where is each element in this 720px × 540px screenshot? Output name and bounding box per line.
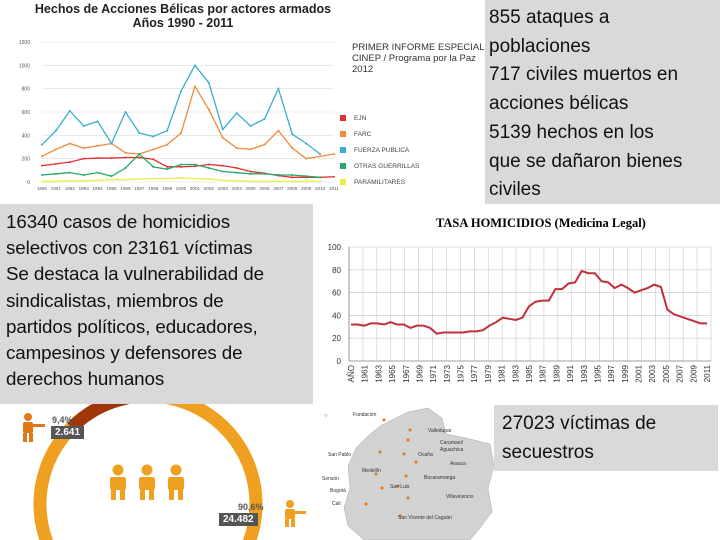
series-point — [291, 180, 293, 182]
series-point — [250, 180, 252, 182]
series-point — [152, 136, 154, 138]
x-tick-label: 1977 — [470, 365, 480, 383]
series-point — [97, 157, 99, 159]
chart2-plot — [323, 206, 720, 404]
series-point — [124, 167, 126, 169]
acciones-belicas-chart — [0, 0, 485, 205]
homicidios-text-box — [0, 204, 313, 404]
series-point — [236, 112, 238, 114]
series-point — [180, 90, 182, 92]
x-tick-label: 1996 — [120, 186, 131, 191]
series-point — [263, 173, 265, 175]
series-point — [291, 133, 293, 135]
series-point — [83, 125, 85, 127]
series-point — [263, 144, 265, 146]
city-label: Arauca — [450, 461, 466, 467]
y-tick-label: 0 — [336, 357, 341, 366]
x-tick-label: 1991 — [50, 186, 62, 191]
text-line: selectivos con 23161 víctimas — [6, 237, 253, 259]
series-point — [319, 153, 321, 155]
city-label: Fundación — [353, 412, 377, 418]
legend-swatch — [340, 179, 346, 185]
series-point — [166, 178, 168, 180]
ataques-text-box — [485, 0, 720, 204]
series-point — [236, 180, 238, 182]
series-point — [55, 173, 57, 175]
series-point — [97, 179, 99, 181]
series-point — [55, 148, 57, 150]
x-tick-label: 2003 — [217, 186, 228, 191]
legend-swatch — [340, 115, 346, 121]
x-tick-label: 1999 — [162, 186, 173, 191]
chart1-title-line2: Años 1990 - 2011 — [132, 16, 234, 30]
chart1-legend — [340, 110, 485, 190]
x-tick-label: 1971 — [429, 365, 439, 383]
donut-slice-small — [72, 404, 127, 428]
city-label: Cali — [332, 501, 341, 507]
x-tick-label: 1990 — [36, 186, 48, 191]
chart1-source — [352, 42, 492, 75]
y-tick-label: 60 — [332, 288, 341, 298]
series-point — [41, 174, 43, 176]
small-count: 2.641 — [51, 426, 84, 439]
text-line: que se dañaron bienes — [489, 150, 683, 172]
x-tick-label: 2008 — [287, 186, 298, 191]
series-point — [305, 158, 307, 160]
series-line — [42, 86, 334, 158]
secuestros-text-box — [494, 405, 718, 471]
y-tick-label: 100 — [327, 243, 341, 252]
series-point — [250, 148, 252, 150]
y-tick-label: 1200 — [18, 40, 30, 46]
x-tick-label: 2011 — [703, 365, 712, 383]
x-tick-label: 1997 — [607, 365, 617, 383]
large-count: 24.482 — [219, 513, 258, 526]
series-point — [333, 153, 335, 155]
x-tick-label: 1985 — [525, 365, 534, 383]
x-tick-label: 1981 — [497, 365, 507, 383]
series-point — [319, 176, 321, 178]
y-tick-label: 20 — [332, 334, 341, 344]
x-tick-label: 1993 — [579, 365, 589, 383]
series-point — [138, 178, 140, 180]
armed-person-icon-2 — [285, 500, 306, 527]
series-point — [208, 82, 210, 84]
x-tick-label: 1995 — [593, 365, 603, 383]
city-label: Carumani/ Aguachica — [440, 440, 464, 453]
x-tick-label: 1965 — [388, 365, 398, 383]
series-point — [236, 172, 238, 174]
series-point — [236, 167, 238, 169]
series-point — [124, 157, 126, 159]
series-point — [124, 152, 126, 154]
series-point — [111, 179, 113, 181]
tasa-homicidios-chart — [323, 206, 720, 404]
series-point — [180, 132, 182, 134]
legend-item — [340, 110, 485, 126]
y-tick-label: 600 — [21, 110, 30, 116]
series-point — [333, 176, 335, 178]
text-line: secuestros — [502, 441, 594, 463]
series-point — [180, 166, 182, 168]
series-point — [83, 158, 85, 160]
series-point — [69, 143, 71, 145]
x-tick-label: 1961 — [360, 365, 370, 383]
series-point — [250, 173, 252, 175]
series-point — [97, 120, 99, 122]
series-point — [111, 175, 113, 177]
city-label: San Luis — [390, 484, 410, 490]
series-point — [180, 177, 182, 179]
series-point — [152, 158, 154, 160]
text-line: acciones bélicas — [489, 93, 629, 115]
text-line: 855 ataques a — [489, 7, 610, 28]
x-tick-label: 2010 — [314, 186, 326, 191]
chart1-title-line1: Hechos de Acciones Bélicas por actores armados — [34, 2, 332, 16]
city-label: Bucaramanga — [424, 475, 456, 481]
series-point — [111, 157, 113, 159]
series-point — [69, 180, 71, 182]
legend-swatch — [340, 131, 346, 137]
series-point — [55, 163, 57, 165]
armed-person-icon — [23, 413, 45, 442]
series-point — [208, 178, 210, 180]
x-tick-label: 1973 — [442, 365, 452, 383]
series-line — [42, 65, 320, 154]
legend-item — [340, 142, 485, 158]
series-point — [152, 148, 154, 150]
legend-label: FUERZA PUBLICA — [354, 146, 410, 154]
series-point — [305, 175, 307, 177]
series-point — [166, 168, 168, 170]
series-point — [41, 155, 43, 157]
x-tick-label: 1979 — [483, 365, 493, 383]
x-tick-label: 2004 — [231, 186, 242, 191]
city-label: Villavicencio — [446, 494, 474, 500]
small-percentage: 9,4% — [52, 415, 73, 425]
x-tick-label: 2009 — [301, 186, 312, 191]
series-point — [291, 174, 293, 176]
x-tick-label: 2001 — [189, 186, 201, 191]
x-tick-label: 2007 — [675, 365, 685, 383]
series-point — [69, 110, 71, 112]
legend-item — [340, 126, 485, 142]
series-point — [277, 130, 279, 132]
series-point — [41, 144, 43, 146]
x-tick-label: AÑO — [347, 365, 356, 383]
x-tick-label: 2001 — [634, 365, 644, 383]
x-tick-label: 2000 — [175, 186, 187, 191]
series-point — [250, 171, 252, 173]
series-point — [263, 180, 265, 182]
city-label: Medellín — [362, 468, 381, 474]
y-tick-label: 200 — [21, 156, 30, 163]
x-tick-label: 1995 — [106, 186, 117, 191]
chart1-source-line2: CINEP / Programa por la Paz — [352, 53, 476, 64]
series-point — [41, 165, 43, 167]
series-point — [208, 164, 210, 166]
legend-label: EJN — [354, 114, 367, 122]
series-point — [222, 165, 224, 167]
series-point — [291, 176, 293, 178]
series-point — [138, 153, 140, 155]
series-point — [138, 157, 140, 159]
legend-item — [340, 174, 485, 190]
y-tick-label: 800 — [21, 86, 30, 93]
x-tick-label: 1989 — [552, 365, 562, 383]
text-line: campesinos y defensores de — [6, 342, 243, 364]
series-point — [124, 179, 126, 181]
legend-swatch — [340, 163, 346, 169]
city-label: Sonsón — [322, 476, 339, 482]
chart1-plot — [0, 34, 340, 194]
x-tick-label: 2003 — [648, 365, 658, 383]
series-point — [277, 174, 279, 176]
people-icon — [110, 465, 184, 501]
x-tick-label: 1967 — [401, 365, 411, 383]
series-point — [277, 180, 279, 182]
donut-graphic — [0, 404, 320, 540]
legend-swatch — [340, 147, 346, 153]
chart1-source-line1: PRIMER INFORME ESPECIAL — [352, 42, 485, 53]
series-point — [194, 64, 196, 66]
series-point — [222, 171, 224, 173]
x-tick-label: 1992 — [64, 186, 75, 191]
text-line: civiles — [489, 179, 541, 201]
series-point — [124, 111, 126, 113]
x-tick-label: 2005 — [661, 365, 671, 383]
text-line: partidos políticos, educadores, — [6, 315, 258, 337]
legend-label: PARAMILITARES — [354, 178, 406, 186]
x-tick-label: 2011 — [329, 186, 339, 191]
x-tick-label: 2007 — [273, 186, 284, 191]
series-point — [305, 180, 307, 182]
x-tick-label: 1969 — [415, 365, 425, 383]
series-point — [291, 147, 293, 149]
x-tick-label: 1999 — [620, 365, 630, 383]
y-tick-label: 40 — [332, 311, 341, 321]
y-tick-label: 400 — [21, 133, 30, 140]
x-tick-label: 1997 — [134, 186, 145, 191]
text-line: 5139 hechos en los — [489, 121, 654, 143]
series-point — [194, 85, 196, 87]
series-point — [277, 88, 279, 90]
series-point — [208, 167, 210, 169]
text-line: Se destaca la vulnerabilidad de — [6, 263, 264, 285]
text-line: poblaciones — [489, 35, 591, 57]
legend-item — [340, 158, 485, 174]
x-tick-label: 2005 — [245, 186, 256, 191]
x-tick-label: 1963 — [374, 365, 384, 383]
series-point — [69, 161, 71, 163]
text-line: 27023 víctimas de — [502, 413, 657, 434]
series-point — [222, 129, 224, 131]
series-line — [42, 154, 320, 177]
series-point — [250, 125, 252, 127]
text-line: derechos humanos — [6, 368, 165, 390]
series-point — [111, 143, 113, 145]
y-tick-label: 0 — [27, 180, 30, 186]
series-point — [69, 172, 71, 174]
series-point — [55, 130, 57, 132]
x-tick-label: 1987 — [538, 365, 548, 383]
city-label: Valledupar — [428, 428, 452, 434]
series-point — [236, 147, 238, 149]
series-point — [305, 143, 307, 145]
series-point — [138, 132, 140, 134]
city-label: San Pablo — [328, 452, 352, 458]
y-tick-label: 80 — [332, 265, 341, 275]
x-tick-label: 1993 — [78, 186, 89, 191]
y-tick-label: 1000 — [18, 63, 30, 70]
city-label: Ocaña — [418, 452, 433, 458]
legend-label: FARC — [354, 130, 372, 138]
chart1-source-line3: 2012 — [352, 64, 374, 75]
x-tick-label: 1991 — [566, 365, 576, 383]
series-point — [83, 174, 85, 176]
series-point — [166, 144, 168, 146]
text-line: 16340 casos de homicidios — [6, 211, 231, 232]
x-tick-label: 2002 — [203, 186, 214, 191]
series-point — [208, 109, 210, 111]
series-point — [222, 179, 224, 181]
series-point — [152, 166, 154, 168]
legend-label: OTRAS GUERRILLAS — [354, 162, 420, 170]
x-tick-label: 1983 — [511, 365, 521, 383]
x-tick-label: 2009 — [689, 365, 699, 383]
x-tick-label: 1994 — [92, 186, 103, 191]
colombia-map — [320, 404, 494, 540]
text-line: 717 civiles muertos en — [489, 64, 679, 86]
series-point — [97, 145, 99, 147]
series-point — [194, 165, 196, 167]
city-label: Bogotá — [330, 488, 346, 494]
series-point — [166, 166, 168, 168]
secuestros-donut — [0, 404, 320, 540]
x-tick-label: 1998 — [148, 186, 159, 191]
series-point — [194, 178, 196, 180]
large-percentage: 90,6% — [238, 502, 264, 512]
series-point — [180, 164, 182, 166]
text-line: sindicalistas, miembros de — [6, 289, 224, 311]
series-point — [41, 180, 43, 182]
x-tick-label: 1975 — [456, 365, 466, 383]
series-point — [97, 172, 99, 174]
series-point — [83, 180, 85, 182]
series-point — [83, 147, 85, 149]
series-point — [194, 164, 196, 166]
x-tick-label: 2006 — [259, 186, 270, 191]
series-point — [152, 178, 154, 180]
map-scale-mark: ○ — [324, 413, 328, 419]
series-point — [319, 180, 321, 182]
series-point — [319, 155, 321, 157]
series-point — [222, 137, 224, 139]
chart1-title — [18, 2, 348, 30]
series-point — [166, 130, 168, 132]
series-point — [263, 118, 265, 120]
city-label: San Vicente del Caguán — [398, 515, 452, 521]
series-point — [55, 180, 57, 182]
chart2-title: TASA HOMICIDIOS (Medicina Legal) — [436, 216, 646, 230]
